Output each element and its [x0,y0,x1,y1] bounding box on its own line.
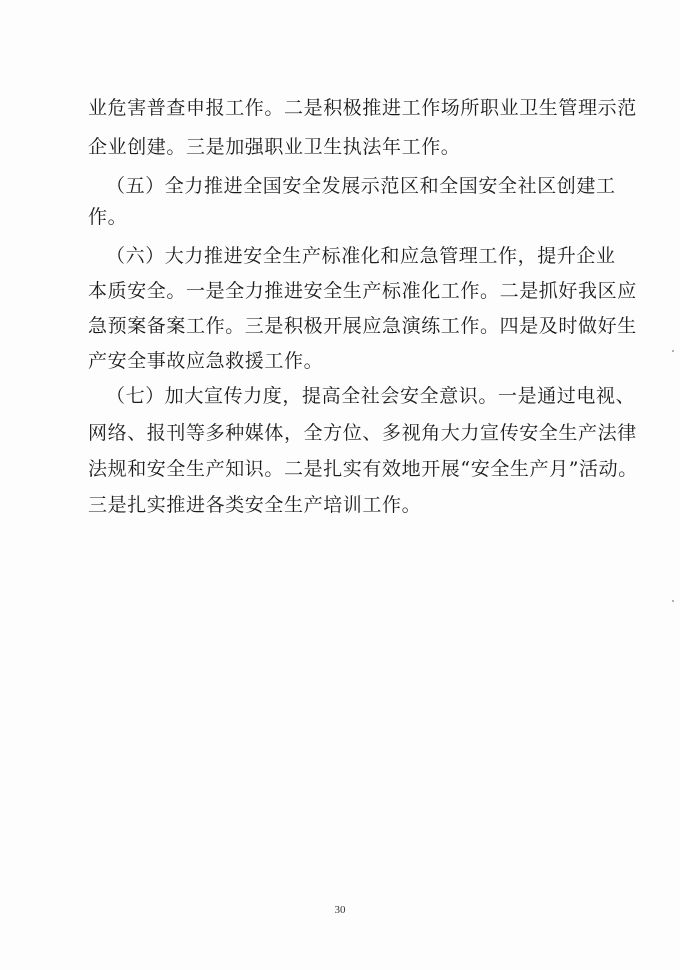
scan-mark [672,600,674,602]
section-heading-7: （七）加大宣传力度，提高全社会安全意识。一是通过电视、 [106,385,636,407]
text-line: 产安全事故应急救援工作。 [88,350,324,372]
text-line: 本质安全。一是全力推进安全生产标准化工作。二是抓好我区应 [88,280,637,302]
text-line: 企业创建。三是加强职业卫生执法年工作。 [88,136,461,158]
section-heading-5: （五）全力推进全国安全发展示范区和全国安全社区创建工 [106,175,616,197]
text-line: 三是扎实推进各类安全生产培训工作。 [88,494,422,516]
section-heading-6: （六）大力推进安全生产标准化和应急管理工作，提升企业 [106,245,616,267]
page-number: 30 [334,904,346,916]
text-line: 作。 [88,206,128,228]
text-line: 法规和安全生产知识。二是扎实有效地开展“安全生产月”活动。 [88,458,638,480]
scan-mark [672,350,674,352]
text-line: 业危害普查申报工作。二是积极推进工作场所职业卫生管理示范 [88,97,637,119]
text-line: 网络、报刊等多种媒体，全方位、多视角大力宣传安全生产法律 [88,422,637,444]
text-line: 急预案备案工作。三是积极开展应急演练工作。四是及时做好生 [88,315,637,337]
